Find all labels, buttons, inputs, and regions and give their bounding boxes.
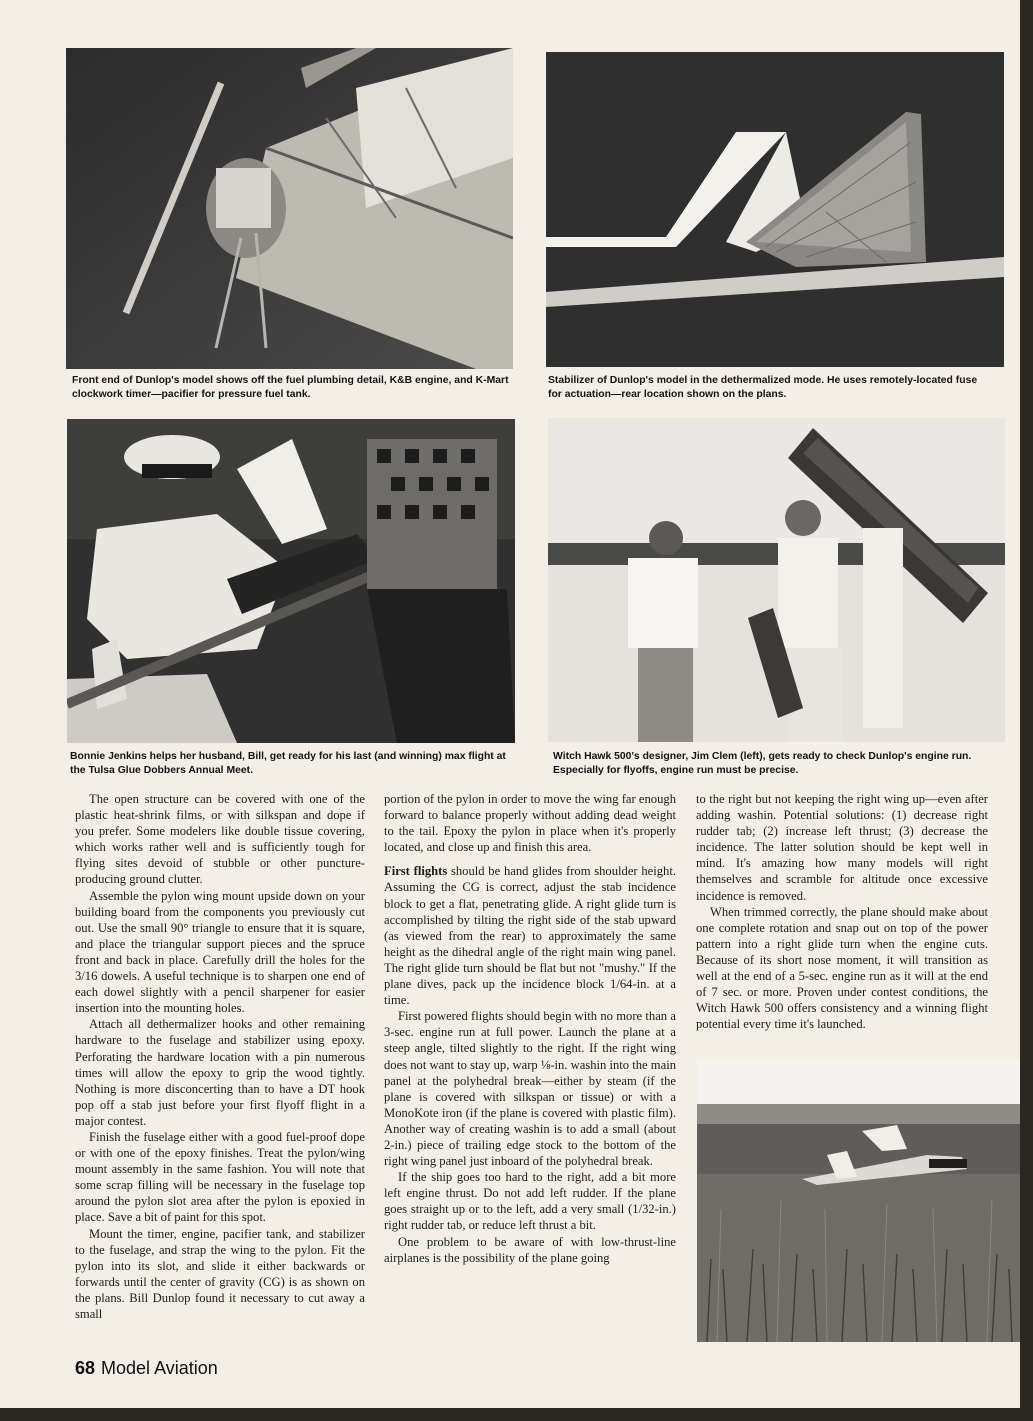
paragraph: Mount the timer, engine, pacifier tank, and stabilizer to the fuselage, and strap the wing to the pylon. Fit the pylon into its slot, and slide it either backwards or forwards until the center of gravity (CG) is as shown on the plans. Bill Dunlop found it necessary to cut away a small bbox=[75, 1226, 365, 1321]
photo-plane-in-grass bbox=[697, 1059, 1020, 1342]
paragraph: Finish the fuselage either with a good fuel-proof dope or with one of the epoxy finishes. Treat the pylon/wing mount assembly in the same fashion. You will note that some scrap filling will be necessary in the fuselage top around the pylon slot area after the pylon is epoxied in place. Save a bit of paint for this spot. bbox=[75, 1129, 365, 1225]
paragraph: When trimmed correctly, the plane should make about one complete rotation and snap out on top of the power pattern into a right glide turn when the engine cuts. Because of its short nose moment, it will transition as well at the end of a 5-sec. engine run as it will at the end of 7 sec. or more. Proven under contest conditions, the Witch Hawk 500 offers consistency and a winning flight potential every time it's launched. bbox=[696, 904, 988, 1032]
paragraph-first-flights bbox=[384, 863, 676, 1008]
caption-front-end: Front end of Dunlop's model shows off the fuel plumbing detail, K&B engine, and K-Mart clockwork timer—pacifier for pressure fuel tank. bbox=[72, 375, 509, 400]
article-column-1 bbox=[75, 791, 365, 1322]
paragraph: If the ship goes too hard to the right, add a bit more left engine thrust. Do not add left rudder. If the plane goes straight up or to the left, add a very small (1/32-in.) right rudder tab, or reduce left thrust a bit. bbox=[384, 1170, 676, 1233]
paragraph: portion of the pylon in order to move the wing far enough forward to balance properly without adding dead weight to the tail. Epoxy the pylon in place when it's properly located, and close up and finish this area. bbox=[384, 792, 676, 855]
photo-stabilizer bbox=[546, 52, 1004, 367]
photo-bonnie-jenkins bbox=[67, 419, 515, 743]
paragraph: Assemble the pylon wing mount upside down on your building board from the components you previously cut out. Use the small 90° triangle to ensure that it is square, and place the triangular support pieces and the spruce front and back in place. Carefully drill the holes for the 3/16 dowels. A useful technique is to sharpen one end of each dowel slightly with a pencil sharpener for easier insertion into the mounting holes. bbox=[75, 888, 365, 1016]
paragraph-body: should be hand glides from shoulder height. Assuming the CG is correct, adjust the stab incidence block to get a flat, penetrating glide. A right glide turn is accomplished by tilting the right side of the stab upward (as viewed from the rear) to approximately the same height as the dihedral angle of the right main wing panel. The right glide turn should be flat but not "mushy." If the plane dives, pack up the incidence block 1/64-in. at a time. bbox=[384, 864, 676, 1008]
article-column-2 bbox=[384, 791, 676, 1266]
article-column-3 bbox=[696, 791, 988, 1032]
paragraph: to the right but not keeping the right wing up—even after adding washin. Potential solutions: (1) decrease right rudder tab; (2) increase left thrust; (3) decrease the incidence. The latter solution should be kept well in mind. It's amazing how many models will right themselves and scramble for altitude once excessive incidence is removed. bbox=[696, 792, 988, 903]
paragraph: The open structure can be covered with one of the plastic heat-shrink films, or with silkspan and dope if you prefer. Some modelers like double tissue covering, which works rather well and is sufficiently tough for flying sites devoid of stubble or other puncture-producing ground clutter. bbox=[75, 792, 365, 887]
caption-bonnie-jenkins: Bonnie Jenkins helps her husband, Bill, get ready for his last (and winning) max flight at the Tulsa Glue Dobbers Annual Meet. bbox=[70, 751, 506, 776]
page-number: 68 bbox=[75, 1358, 96, 1378]
photo-front-end bbox=[66, 48, 513, 369]
caption-stabilizer: Stabilizer of Dunlop's model in the dethermalized mode. He uses remotely-located fuse for actuation—rear location shown on the plans. bbox=[548, 375, 978, 400]
paragraph: First powered flights should begin with no more than a 3-sec. engine run at full power. Launch the plane at a steep angle, tilted slightly to the right. If the right wing does not want to stay up, warp ⅛-in. washin into the main panel at the polyhedral break—either by steam (if the plane is covered with silkspan or tissue) or with a MonoKote iron (if the plane is covered with plastic film). Another way of creating washin is to add a small (about 2-in.) piece of trailing edge stock to the bottom of the right wing panel just inboard of the polyhedral break. bbox=[384, 1009, 676, 1169]
magazine-title: Model Aviation bbox=[101, 1358, 218, 1378]
photo-witch-hawk bbox=[548, 418, 1005, 742]
caption-witch-hawk: Witch Hawk 500's designer, Jim Clem (left), gets ready to check Dunlop's engine run. Especially for flyoffs, engine run must be precise. bbox=[553, 751, 972, 776]
subheading-first-flights: First flights bbox=[384, 864, 448, 879]
page-footer bbox=[75, 1358, 218, 1379]
paragraph: Attach all dethermalizer hooks and other remaining hardware to the fuselage and stabilizer using epoxy. Perforating the hardware location with a pin numerous times will allow the epoxy to grip the wood tightly. Nothing is more disconcerting than to have a DT hook pop off a stab just before your first flyoff flight in a major contest. bbox=[75, 1017, 365, 1128]
paragraph: One problem to be aware of with low-thrust-line airplanes is the possibility of the plane going bbox=[384, 1234, 676, 1265]
